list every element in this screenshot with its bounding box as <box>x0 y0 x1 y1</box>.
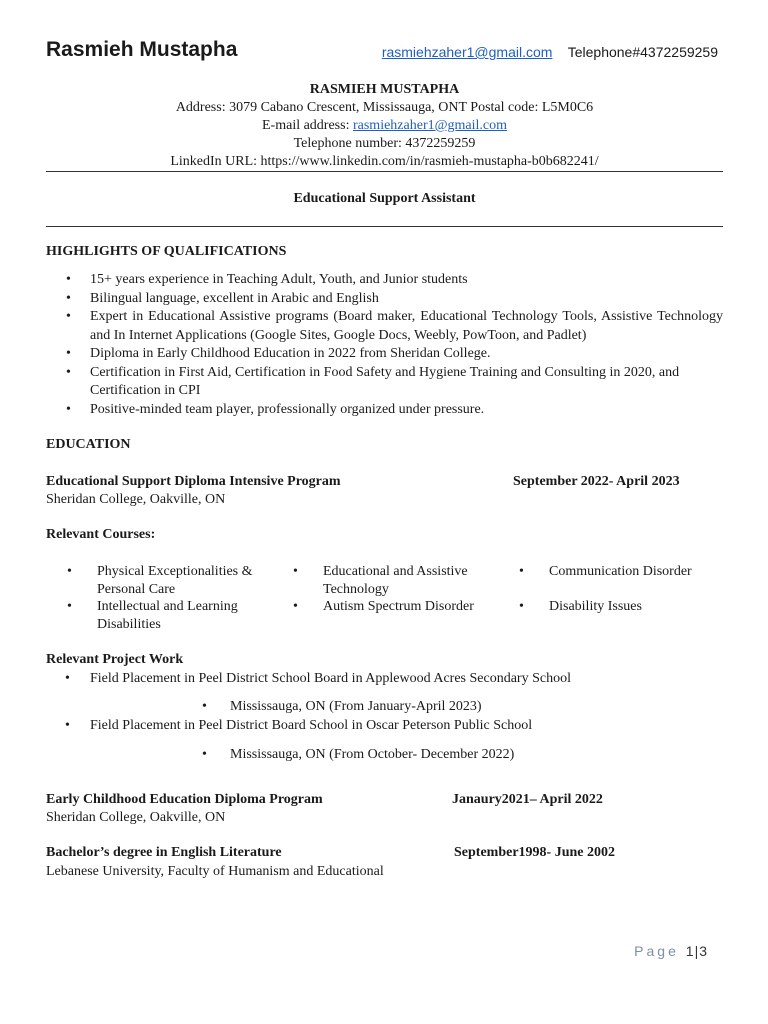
bullet-icon: • <box>519 564 524 579</box>
education-heading: EDUCATION <box>46 437 131 452</box>
contact-phone: Telephone number: 4372259259 <box>293 136 476 151</box>
contact-address: Address: 3079 Cabano Crescent, Mississauga, ONT Postal code: L5M0C6 <box>175 100 594 115</box>
contact-email-label: E-mail address: <box>262 118 353 133</box>
bullet-icon: • <box>202 747 207 762</box>
divider-top <box>46 171 723 172</box>
bullet-icon: • <box>66 290 71 306</box>
contact-email-link[interactable]: rasmiehzaher1@gmail.com <box>352 118 507 133</box>
bullet-icon: • <box>66 401 71 417</box>
program2-school: Sheridan College, Oakville, ON <box>46 810 226 825</box>
bullet-icon: • <box>66 346 71 361</box>
contact-linkedin: LinkedIn URL: https://www.linkedin.com/in/rasmieh-mustapha-b0b682241/ <box>170 154 599 169</box>
project-heading: Relevant Project Work <box>46 652 184 667</box>
course-item: • Educational and Assistive Technology <box>293 564 468 597</box>
bullet-icon: • <box>293 599 298 614</box>
project-detail: • Mississauga, ON (From January-April 2023) <box>202 699 482 714</box>
contact-email-line <box>46 117 723 135</box>
page-separator: | <box>694 943 700 959</box>
project-item: • Field Placement in Peel District School Board in Applewood Acres Secondary School <box>65 671 571 686</box>
project-item: • Field Placement in Peel District Board School in Oscar Peterson Public School <box>65 718 533 733</box>
bullet-icon: • <box>519 599 524 614</box>
program1-title: Educational Support Diploma Intensive Program <box>46 474 341 489</box>
bullet-icon: • <box>66 364 71 380</box>
project-detail: • Mississauga, ON (From October- December 2022) <box>202 747 515 762</box>
highlight-item: • Diploma in Early Childhood Education in 2022 from Sheridan College. <box>46 345 723 364</box>
contact-full-name: RASMIEH MUSTAPHA <box>309 82 460 97</box>
program3-dates: September1998- June 2002 <box>454 845 615 860</box>
header-telephone: Telephone#4372259259 <box>567 44 718 60</box>
program2-dates: Janaury2021– April 2022 <box>452 792 603 807</box>
program3-school: Lebanese University, Faculty of Humanism and Educational <box>46 864 384 879</box>
job-title: Educational Support Assistant <box>293 191 476 206</box>
divider-bottom <box>46 226 723 227</box>
header-name: Rasmieh Mustapha <box>46 38 238 61</box>
page-total: 3 <box>699 943 708 959</box>
bullet-icon: • <box>67 599 72 614</box>
program1-school: Sheridan College, Oakville, ON <box>46 492 226 507</box>
bullet-icon: • <box>65 718 70 733</box>
program3-title: Bachelor’s degree in English Literature <box>46 845 282 860</box>
course-item: • Communication Disorder <box>519 564 692 579</box>
course-item: • Intellectual and Learning Disabilities <box>67 599 238 632</box>
bullet-icon: • <box>66 309 71 324</box>
highlights-list <box>46 271 723 419</box>
bullet-icon: • <box>202 699 207 714</box>
header-email-link[interactable]: rasmiehzaher1@gmail.com <box>381 44 553 60</box>
bullet-icon: • <box>66 272 71 287</box>
courses-heading: Relevant Courses: <box>46 527 156 542</box>
program1-dates: September 2022- April 2023 <box>513 474 680 489</box>
highlight-item: • Certification in First Aid, Certification in Food Safety and Hygiene Training and Consulting in 2020, and Certification in CPI <box>66 364 680 398</box>
course-item: • Physical Exceptionalities & Personal Care <box>67 564 253 597</box>
course-item: • Disability Issues <box>519 599 642 614</box>
highlight-item: • Bilingual language, excellent in Arabic and English <box>46 290 723 309</box>
program2-title: Early Childhood Education Diploma Program <box>46 792 323 807</box>
page-footer <box>634 943 708 959</box>
bullet-icon: • <box>67 564 72 579</box>
course-item: • Autism Spectrum Disorder <box>293 599 474 614</box>
header-contact <box>382 44 718 60</box>
highlight-item: • 15+ years experience in Teaching Adult, Youth, and Junior students <box>46 271 723 290</box>
contact-block <box>46 81 723 171</box>
highlight-item: • Expert in Educational Assistive programs (Board maker, Educational Technology Tools, Assistive Technology and In Internet Applications (Google Sites, Google Docs, Weebly, PowToon, and Padlet) <box>66 309 723 343</box>
page-word: Page <box>634 943 679 959</box>
highlights-heading: HIGHLIGHTS OF QUALIFICATIONS <box>46 244 287 259</box>
bullet-icon: • <box>65 671 70 686</box>
bullet-icon: • <box>293 564 298 579</box>
page-number: 1 <box>685 943 695 959</box>
highlight-item: • Positive-minded team player, professionally organized under pressure. <box>46 401 723 420</box>
